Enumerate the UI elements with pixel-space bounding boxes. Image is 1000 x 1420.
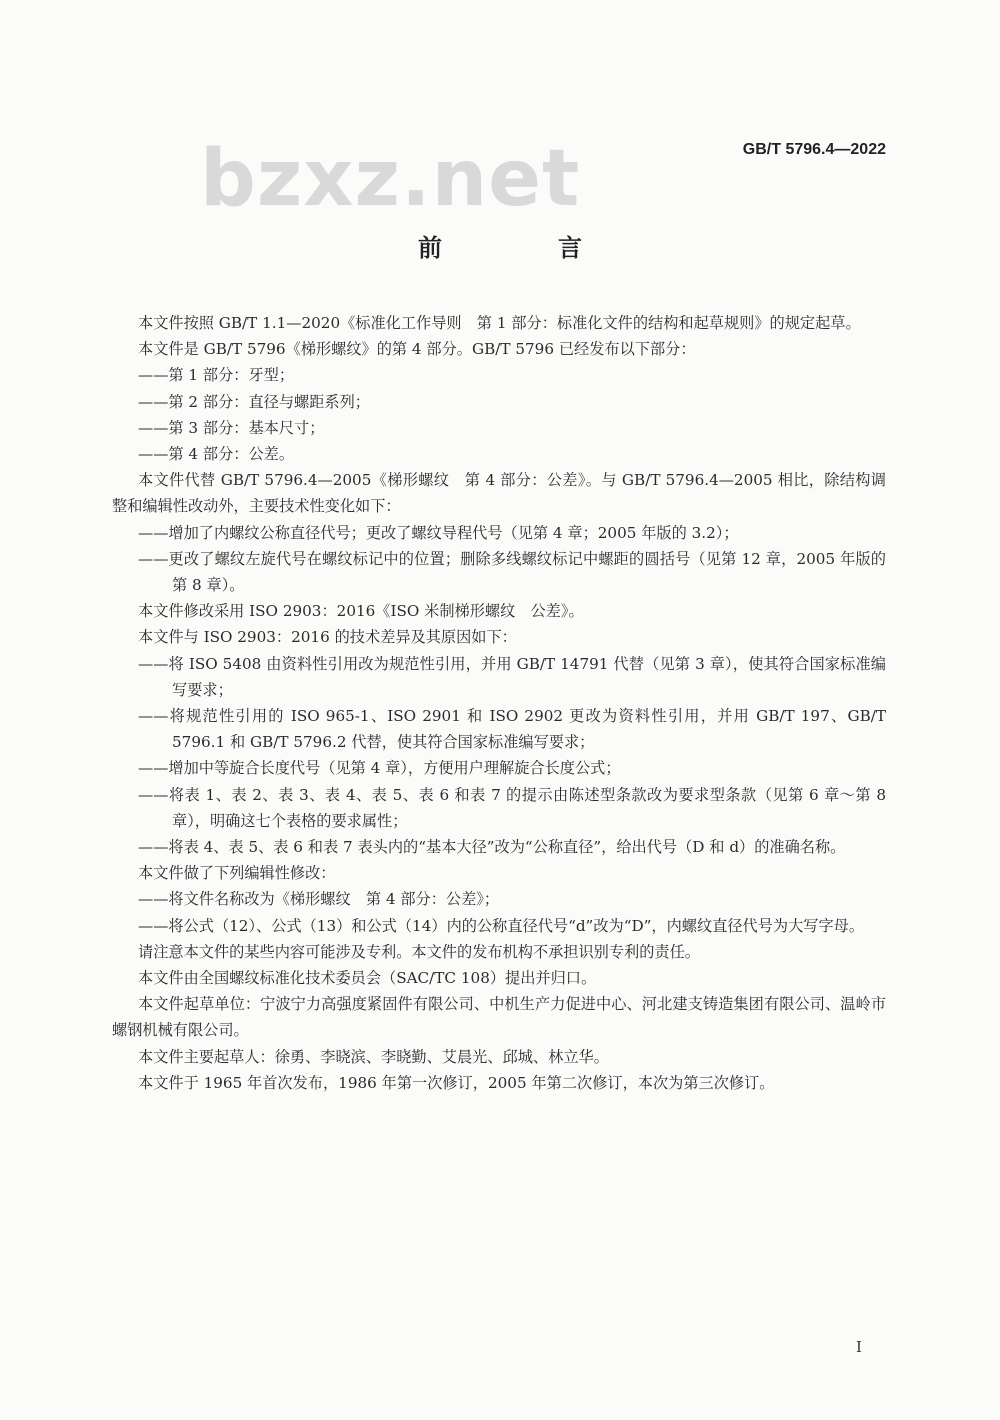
- paragraph: 本文件于 1965 年首次发布，1986 年第一次修订，2005 年第二次修订，本次为第三次修订。: [138, 1073, 775, 1092]
- list-item: ——更改了螺纹左旋代号在螺纹标记中的位置；删除多线螺纹标记中螺距的圆括号（见第 12 章，2005 年版的第 8 章）。: [138, 549, 886, 595]
- list-item: ——将文件名称改为《梯形螺纹 第 4 部分：公差》；: [138, 890, 500, 909]
- paragraph: 本文件由全国螺纹标准化技术委员会（SAC/TC 108）提出并归口。: [138, 969, 597, 988]
- list-item: ——增加中等旋合长度代号（见第 4 章），方便用户理解旋合长度公式；: [138, 759, 621, 778]
- paragraph: 本文件代替 GB/T 5796.4—2005《梯形螺纹 第 4 部分：公差》。与 GB/T 5796.4—2005 相比，除结构调整和编辑性改动外，主要技术性变化如下：: [112, 471, 886, 516]
- standard-number: GB/T 5796.4—2022: [742, 141, 886, 158]
- list-item: ——将 ISO 5408 由资料性引用改为规范性引用，并用 GB/T 14791 代替（见第 3 章），使其符合国家标准编写要求；: [138, 654, 886, 699]
- paragraph: 本文件主要起草人：徐勇、李晓滨、李晓勤、艾晨光、邱城、林立华。: [138, 1047, 609, 1066]
- paragraph: 本文件按照 GB/T 1.1—2020《标准化工作导则 第 1 部分：标准化文件的结构和起草规则》的规定起草。: [138, 314, 861, 332]
- page-title: 前 言: [418, 234, 628, 262]
- list-item: ——将规范性引用的 ISO 965-1、ISO 2901 和 ISO 2902 更改为资料性引用，并用 GB/T 197、GB/T 5796.1 和 GB/T 5796.2 代替，使其符合国家标准编写要求；: [138, 707, 886, 752]
- paragraph: 本文件修改采用 ISO 2903：2016《ISO 米制梯形螺纹 公差》。: [138, 602, 584, 621]
- list-item: ——增加了内螺纹公称直径代号；更改了螺纹导程代号（见第 4 章；2005 年版的 3.2）；: [138, 523, 739, 542]
- list-item: ——第 4 部分：公差。: [138, 445, 295, 464]
- paragraph: 本文件做了下列编辑性修改：: [138, 864, 336, 883]
- paragraph: 本文件与 ISO 2903：2016 的技术差异及其原因如下：: [138, 628, 517, 647]
- foreword-body: [112, 310, 886, 1096]
- paragraph: 请注意本文件的某些内容可能涉及专利。本文件的发布机构不承担识别专利的责任。: [138, 942, 700, 961]
- paragraph: 本文件是 GB/T 5796《梯形螺纹》的第 4 部分。GB/T 5796 已经发布以下部分：: [138, 340, 696, 359]
- list-item: ——将公式（12）、公式（13）和公式（14）内的公称直径代号“d”改为“D”，内螺纹直径代号为大写字母。: [138, 916, 865, 935]
- page-number: I: [856, 1338, 862, 1356]
- list-item: ——将表 1、表 2、表 3、表 4、表 5、表 6 和表 7 的提示由陈述型条款改为要求型条款（见第 6 章～第 8 章），明确这七个表格的要求属性；: [138, 785, 886, 830]
- list-item: ——第 3 部分：基本尺寸；: [138, 418, 325, 437]
- list-item: ——将表 4、表 5、表 6 和表 7 表头内的“基本大径”改为“公称直径”，给出代号（D 和 d）的准确名称。: [138, 838, 846, 857]
- list-item: ——第 2 部分：直径与螺距系列；: [138, 392, 370, 411]
- list-item: ——第 1 部分：牙型；: [138, 366, 295, 385]
- watermark: bzxz.net: [200, 134, 581, 224]
- paragraph: 本文件起草单位：宁波宁力高强度紧固件有限公司、中机生产力促进中心、河北建支铸造集团有限公司、温岭市螺钢机械有限公司。: [112, 995, 886, 1040]
